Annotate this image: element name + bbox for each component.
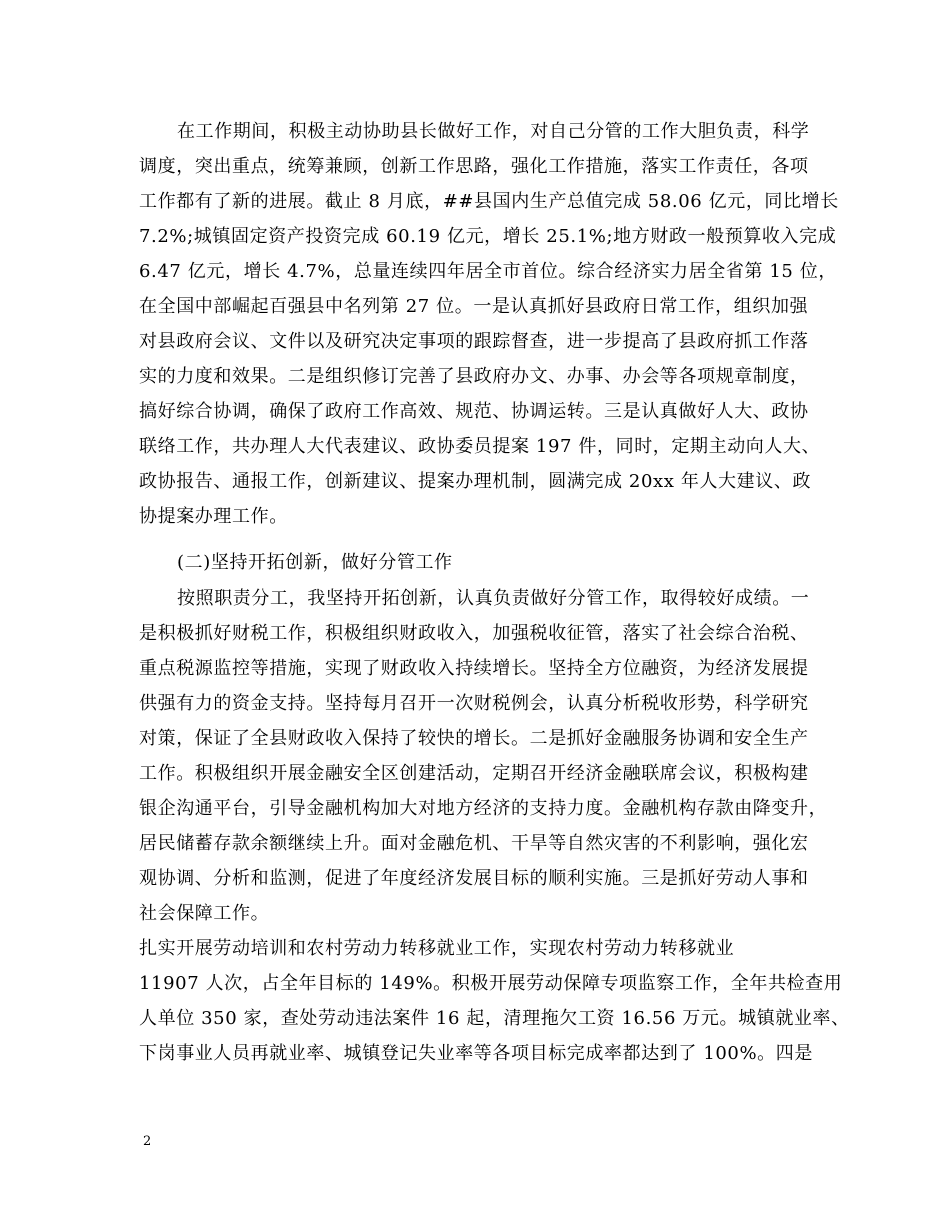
- paragraph-line: 按照职责分工，我坚持开拓创新，认真负责做好分管工作，取得较好成绩。一: [177, 588, 810, 609]
- paragraph-line: 11907 人次，占全年目标的 149%。积极开展劳动保障专项监察工作，全年共检查用: [139, 973, 843, 994]
- paragraph-line: 协提案办理工作。: [139, 506, 288, 527]
- paragraph-line: 在全国中部崛起百强县中名列第 27 位。一是认真抓好县政府日常工作，组织加强: [139, 296, 809, 317]
- paragraph-line: 6.47 亿元，增长 4.7%，总量连续四年居全市首位。综合经济实力居全省第 15 位，: [139, 261, 837, 282]
- paragraph-line: 下岗事业人员再就业率、城镇登记失业率等各项目标完成率都达到了 100%。四是: [139, 1043, 813, 1064]
- paragraph-line: 居民储蓄存款余额继续上升。面对金融危机、干旱等自然灾害的不利影响，强化宏: [139, 833, 809, 854]
- paragraph-line: 7.2%;城镇固定资产投资完成 60.19 亿元，增长 25.1%;地方财政一般预算收入完成: [139, 226, 837, 247]
- paragraph-line: 联络工作，共办理人大代表建议、政协委员提案 197 件，同时，定期主动向人大、: [139, 436, 821, 457]
- paragraph-line: 银企沟通平台，引导金融机构加大对地方经济的支持力度。金融机构存款由降变升，: [139, 798, 828, 819]
- paragraph-line: 政协报告、通报工作，创新建议、提案办理机制，圆满完成 20xx 年人大建议、政: [139, 471, 812, 492]
- paragraph-line: 对策，保证了全县财政收入保持了较快的增长。二是抓好金融服务协调和安全生产: [139, 728, 809, 749]
- paragraph-line: 观协调、分析和监测，促进了年度经济发展目标的顺利实施。三是抓好劳动人事和: [139, 868, 809, 889]
- paragraph-line: 在工作期间，积极主动协助县长做好工作，对自己分管的工作大胆负责，科学: [177, 121, 810, 142]
- paragraph-line: 人单位 350 家，查处劳动违法案件 16 起，清理拖欠工资 16.56 万元。城镇就业率、: [139, 1008, 850, 1029]
- paragraph-line: 重点税源监控等措施，实现了财政收入持续增长。坚持全方位融资，为经济发展提: [139, 658, 809, 679]
- page-number: 2: [143, 1134, 152, 1149]
- paragraph-line: 扎实开展劳动培训和农村劳动力转移就业工作，实现农村劳动力转移就业: [139, 938, 735, 959]
- paragraph-line: 工作。积极组织开展金融安全区创建活动，定期召开经济金融联席会议，积极构建: [139, 763, 809, 784]
- paragraph-line: 工作都有了新的进展。截止 8 月底，##县国内生产总值完成 58.06 亿元，同比增长: [139, 191, 839, 212]
- paragraph-line: 社会保障工作。: [139, 903, 270, 924]
- section-heading: (二)坚持开拓创新，做好分管工作: [177, 552, 453, 573]
- paragraph-line: 对县政府会议、文件以及研究决定事项的跟踪督查，进一步提高了县政府抓工作落: [139, 331, 809, 352]
- paragraph-line: 是积极抓好财税工作，积极组织财政收入，加强税收征管，落实了社会综合治税、: [139, 623, 809, 644]
- paragraph-line: 调度，突出重点，统筹兼顾，创新工作思路，强化工作措施，落实工作责任，各项: [139, 156, 809, 177]
- paragraph-line: 供强有力的资金支持。坚持每月召开一次财税例会，认真分析税收形势，科学研究: [139, 693, 809, 714]
- paragraph-line: 搞好综合协调，确保了政府工作高效、规范、协调运转。三是认真做好人大、政协: [139, 401, 809, 422]
- paragraph-line: 实的力度和效果。二是组织修订完善了县政府办文、办事、办会等各项规章制度，: [139, 366, 809, 387]
